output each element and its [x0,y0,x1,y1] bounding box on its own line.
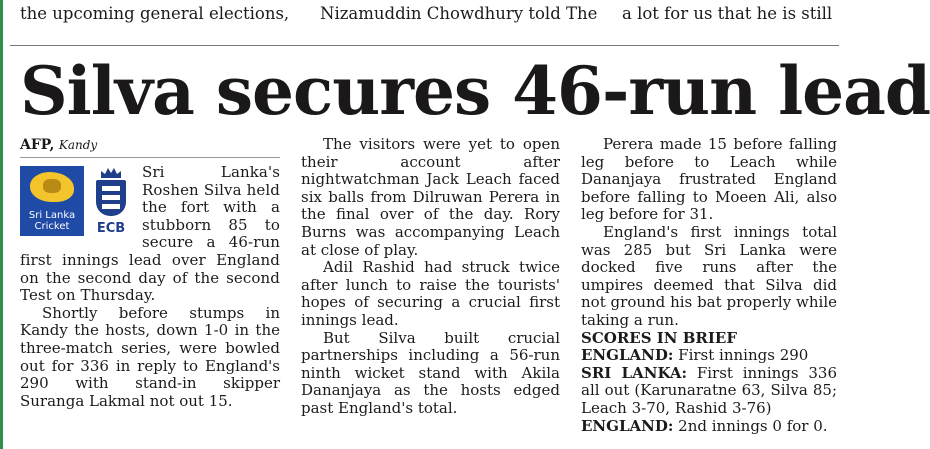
byline [20,136,280,158]
previous-article-fragment [0,0,839,26]
shield-icon [96,180,126,216]
sri-lanka-cricket-logo-text: Sri Lanka Cricket [28,210,76,232]
article-paragraph: Adil Rashid had struck twice after lunch to raise the tourists' hopes of securing a crucial first innings lead. [301,258,560,329]
article-paragraph: Shortly before stumps in Kandy the hosts, down 1-0 in the three-match series, were bowled out for 336 in reply to England's 290 with stand-in skipper Suranga Lakmal not out 15. [20,303,280,410]
article-column-1 [20,136,280,410]
article-paragraph: But Silva built crucial partnerships including a 56-run ninth wicket stand with Akila Dananjaya as the hosts edged past England's total. [301,328,560,417]
sri-lanka-cricket-logo [20,166,84,236]
article-paragraph: Sri Lanka's Roshen Silva held the fort with a stubborn 85 to secure a 46-run first innings lead over England on the second day of the second Test on Thursday. [20,163,280,305]
team-logos [20,166,132,238]
article-column-3 [581,136,837,435]
score-detail: First innings 336 all out (Karunaratne 63, Silva 85; Leach 3-70, Rashid 3-76) [581,363,837,417]
score-team: ENGLAND: [581,416,674,435]
page-edge-rule [0,0,3,449]
byline-location: Kandy [58,138,98,152]
scores-in-brief-heading: SCORES IN BRIEF [581,328,737,347]
score-line [581,418,837,436]
lion-icon [30,172,74,202]
crown-icon [101,168,121,178]
top-fragment-col1: the upcoming general elections, [20,4,290,23]
section-divider [10,45,839,46]
byline-source: AFP, [20,137,55,153]
article-paragraph: The visitors were yet to open their account after nightwatchman Jack Leach faced six balls from Dilruwan Perera in the final over of the day. Rory Burns was accompanying Leach at close of play. [301,135,560,259]
ecb-logo [92,166,130,236]
article-headline: Silva secures 46-run lead [20,52,930,130]
score-line [581,347,837,365]
article-paragraph: England's first innings total was 285 but Sri Lanka were docked five runs after the umpires deemed that Silva did not ground his bat properly while taking a run. [581,222,837,329]
top-fragment-col2: Nizamuddin Chowdhury told The [320,4,598,23]
score-team: SRI LANKA: [581,363,688,382]
score-detail: First innings 290 [673,346,809,365]
score-detail: 2nd innings 0 for 0. [673,416,828,435]
article-paragraph: Perera made 15 before falling leg before to Leach while Dananjaya frustrated England before falling to Moeen Ali, also leg before for 31. [581,135,837,224]
top-fragment-col3: a lot for us that he is still [622,4,833,23]
score-line [581,365,837,418]
ecb-logo-text: ECB [96,221,126,236]
score-team: ENGLAND: [581,346,674,365]
article-column-2 [301,136,560,418]
